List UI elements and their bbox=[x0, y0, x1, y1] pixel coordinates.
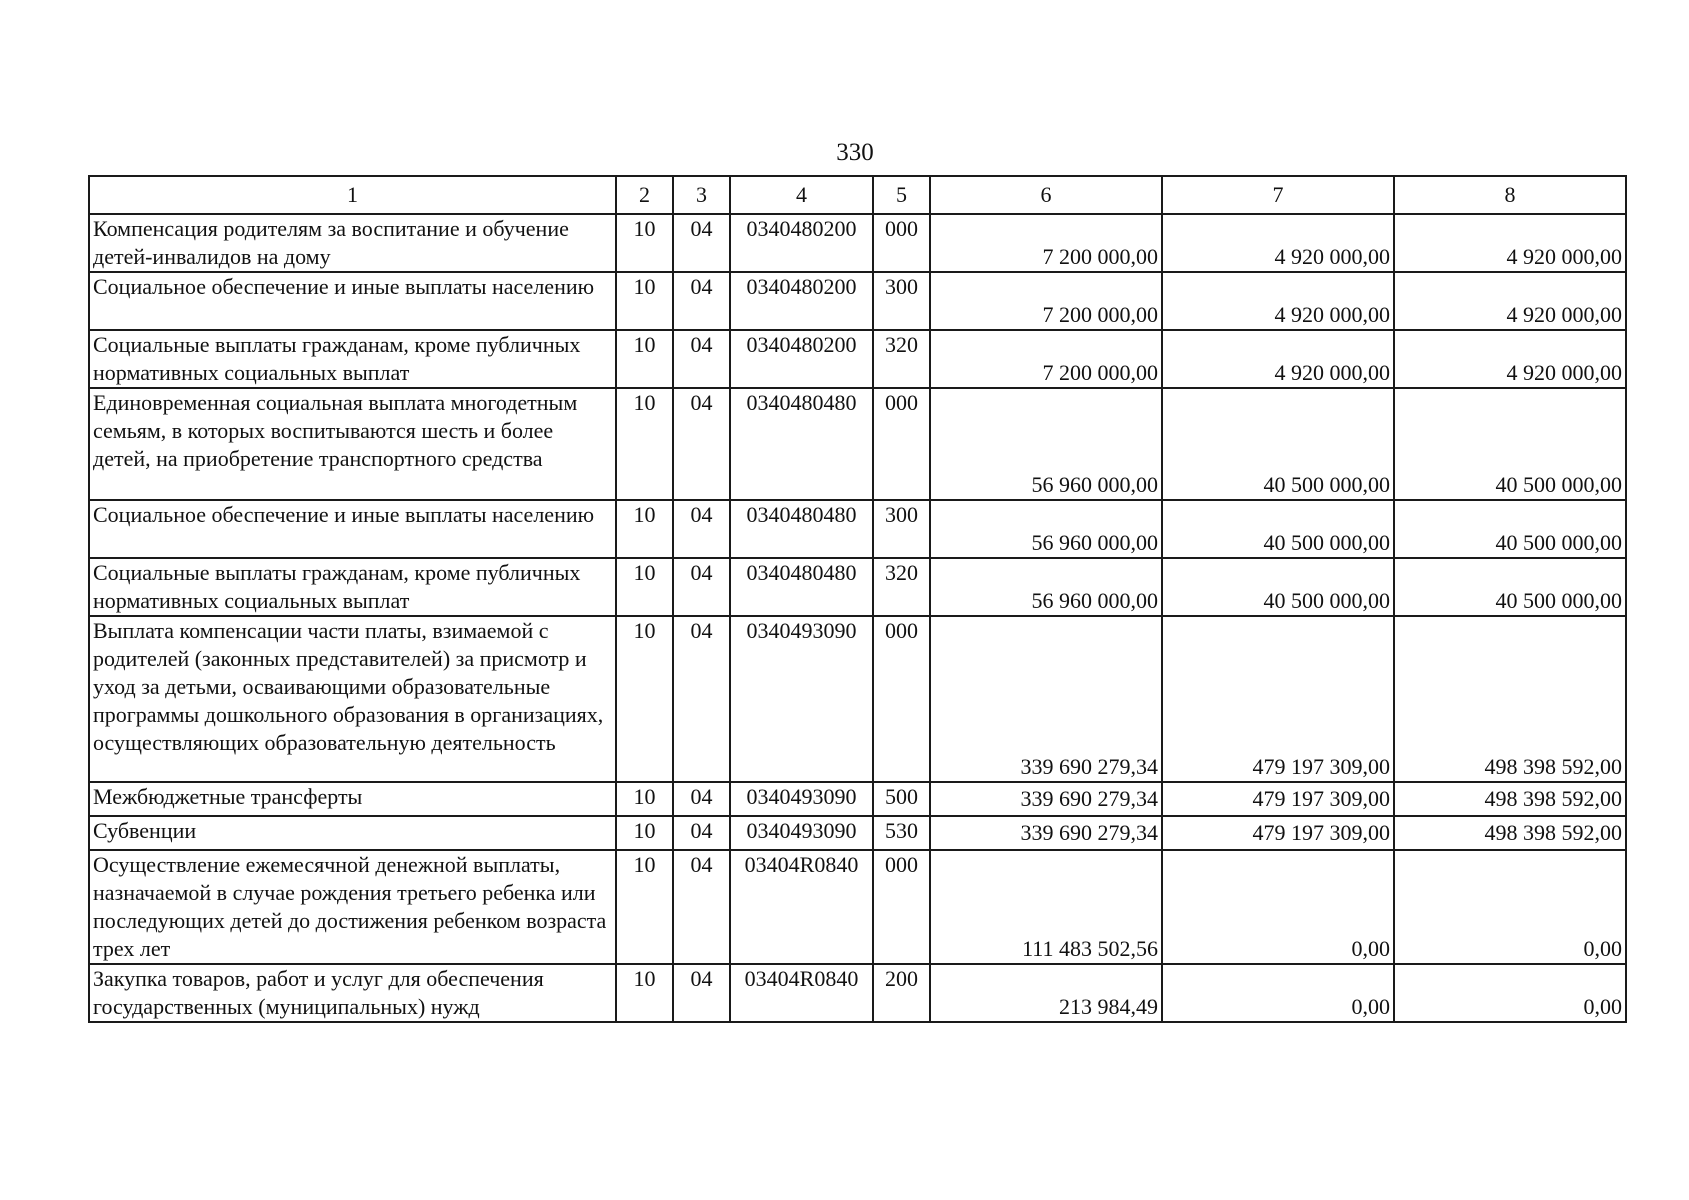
column-header: 7 bbox=[1162, 176, 1394, 214]
column-header: 8 bbox=[1394, 176, 1626, 214]
amount-col8-cell: 0,00 bbox=[1394, 964, 1626, 1022]
section-cell: 10 bbox=[616, 272, 673, 330]
target-code-cell: 0340493090 bbox=[730, 782, 873, 816]
amount-col6-cell: 7 200 000,00 bbox=[930, 330, 1162, 388]
table-row bbox=[89, 964, 1626, 1022]
expense-type-cell: 500 bbox=[873, 782, 930, 816]
amount-col8-cell: 498 398 592,00 bbox=[1394, 782, 1626, 816]
amount-col6-cell: 56 960 000,00 bbox=[930, 558, 1162, 616]
amount-col8-cell: 0,00 bbox=[1394, 850, 1626, 964]
amount-col6-cell: 111 483 502,56 bbox=[930, 850, 1162, 964]
amount-col7-cell: 0,00 bbox=[1162, 850, 1394, 964]
amount-col7-cell: 4 920 000,00 bbox=[1162, 330, 1394, 388]
table-row bbox=[89, 388, 1626, 500]
amount-col7-cell: 479 197 309,00 bbox=[1162, 616, 1394, 782]
amount-col8-cell: 40 500 000,00 bbox=[1394, 388, 1626, 500]
column-header: 3 bbox=[673, 176, 730, 214]
expense-type-cell: 000 bbox=[873, 616, 930, 782]
section-cell: 10 bbox=[616, 964, 673, 1022]
target-code-cell: 0340493090 bbox=[730, 616, 873, 782]
subsection-cell: 04 bbox=[673, 214, 730, 272]
section-cell: 10 bbox=[616, 214, 673, 272]
budget-table bbox=[88, 175, 1627, 1023]
table-row bbox=[89, 500, 1626, 558]
subsection-cell: 04 bbox=[673, 330, 730, 388]
target-code-cell: 0340480480 bbox=[730, 558, 873, 616]
row-name-cell: Выплата компенсации части платы, взимаемой с родителей (законных представителей) за присмотр и уход за детьми, осваивающими образовательные программы дошкольного образования в организациях, осуществляющих образовательную деятельность bbox=[89, 616, 616, 782]
row-name-cell: Закупка товаров, работ и услуг для обеспечения государственных (муниципальных) нужд bbox=[89, 964, 616, 1022]
amount-col6-cell: 56 960 000,00 bbox=[930, 388, 1162, 500]
page-number: 330 bbox=[836, 139, 874, 166]
target-code-cell: 0340493090 bbox=[730, 816, 873, 850]
target-code-cell: 0340480200 bbox=[730, 330, 873, 388]
amount-col7-cell: 4 920 000,00 bbox=[1162, 272, 1394, 330]
row-name-cell: Субвенции bbox=[89, 816, 616, 850]
amount-col6-cell: 339 690 279,34 bbox=[930, 816, 1162, 850]
column-header: 4 bbox=[730, 176, 873, 214]
table-row bbox=[89, 214, 1626, 272]
amount-col7-cell: 0,00 bbox=[1162, 964, 1394, 1022]
amount-col6-cell: 7 200 000,00 bbox=[930, 214, 1162, 272]
table-row bbox=[89, 782, 1626, 816]
row-name-cell: Социальные выплаты гражданам, кроме публичных нормативных социальных выплат bbox=[89, 330, 616, 388]
amount-col7-cell: 40 500 000,00 bbox=[1162, 388, 1394, 500]
target-code-cell: 0340480200 bbox=[730, 272, 873, 330]
amount-col8-cell: 40 500 000,00 bbox=[1394, 558, 1626, 616]
section-cell: 10 bbox=[616, 558, 673, 616]
amount-col6-cell: 7 200 000,00 bbox=[930, 272, 1162, 330]
amount-col8-cell: 498 398 592,00 bbox=[1394, 816, 1626, 850]
column-header: 1 bbox=[89, 176, 616, 214]
amount-col6-cell: 56 960 000,00 bbox=[930, 500, 1162, 558]
expense-type-cell: 000 bbox=[873, 214, 930, 272]
table-row bbox=[89, 558, 1626, 616]
expense-type-cell: 300 bbox=[873, 500, 930, 558]
amount-col7-cell: 40 500 000,00 bbox=[1162, 500, 1394, 558]
row-name-cell: Компенсация родителям за воспитание и обучение детей-инвалидов на дому bbox=[89, 214, 616, 272]
subsection-cell: 04 bbox=[673, 782, 730, 816]
expense-type-cell: 530 bbox=[873, 816, 930, 850]
amount-col7-cell: 4 920 000,00 bbox=[1162, 214, 1394, 272]
expense-type-cell: 320 bbox=[873, 558, 930, 616]
section-cell: 10 bbox=[616, 500, 673, 558]
amount-col8-cell: 498 398 592,00 bbox=[1394, 616, 1626, 782]
target-code-cell: 0340480200 bbox=[730, 214, 873, 272]
amount-col8-cell: 40 500 000,00 bbox=[1394, 500, 1626, 558]
row-name-cell: Осуществление ежемесячной денежной выплаты, назначаемой в случае рождения третьего ребенка или последующих детей до достижения ребенком возраста трех лет bbox=[89, 850, 616, 964]
amount-col7-cell: 479 197 309,00 bbox=[1162, 816, 1394, 850]
section-cell: 10 bbox=[616, 850, 673, 964]
amount-col8-cell: 4 920 000,00 bbox=[1394, 272, 1626, 330]
subsection-cell: 04 bbox=[673, 850, 730, 964]
section-cell: 10 bbox=[616, 782, 673, 816]
expense-type-cell: 000 bbox=[873, 388, 930, 500]
table-row bbox=[89, 816, 1626, 850]
row-name-cell: Межбюджетные трансферты bbox=[89, 782, 616, 816]
table-row bbox=[89, 330, 1626, 388]
row-name-cell: Социальное обеспечение и иные выплаты населению bbox=[89, 272, 616, 330]
section-cell: 10 bbox=[616, 816, 673, 850]
amount-col7-cell: 479 197 309,00 bbox=[1162, 782, 1394, 816]
expense-type-cell: 200 bbox=[873, 964, 930, 1022]
amount-col8-cell: 4 920 000,00 bbox=[1394, 330, 1626, 388]
header-row bbox=[89, 176, 1626, 214]
row-name-cell: Социальное обеспечение и иные выплаты населению bbox=[89, 500, 616, 558]
expense-type-cell: 000 bbox=[873, 850, 930, 964]
row-name-cell: Социальные выплаты гражданам, кроме публичных нормативных социальных выплат bbox=[89, 558, 616, 616]
target-code-cell: 0340480480 bbox=[730, 500, 873, 558]
subsection-cell: 04 bbox=[673, 388, 730, 500]
column-header: 2 bbox=[616, 176, 673, 214]
table-row bbox=[89, 272, 1626, 330]
expense-type-cell: 320 bbox=[873, 330, 930, 388]
amount-col7-cell: 40 500 000,00 bbox=[1162, 558, 1394, 616]
section-cell: 10 bbox=[616, 388, 673, 500]
expense-type-cell: 300 bbox=[873, 272, 930, 330]
section-cell: 10 bbox=[616, 330, 673, 388]
section-cell: 10 bbox=[616, 616, 673, 782]
amount-col6-cell: 213 984,49 bbox=[930, 964, 1162, 1022]
target-code-cell: 03404R0840 bbox=[730, 964, 873, 1022]
target-code-cell: 03404R0840 bbox=[730, 850, 873, 964]
column-header: 6 bbox=[930, 176, 1162, 214]
subsection-cell: 04 bbox=[673, 272, 730, 330]
subsection-cell: 04 bbox=[673, 616, 730, 782]
amount-col8-cell: 4 920 000,00 bbox=[1394, 214, 1626, 272]
row-name-cell: Единовременная социальная выплата многодетным семьям, в которых воспитываются шесть и более детей, на приобретение транспортного средства bbox=[89, 388, 616, 500]
table-row bbox=[89, 850, 1626, 964]
subsection-cell: 04 bbox=[673, 500, 730, 558]
subsection-cell: 04 bbox=[673, 558, 730, 616]
amount-col6-cell: 339 690 279,34 bbox=[930, 616, 1162, 782]
column-header: 5 bbox=[873, 176, 930, 214]
target-code-cell: 0340480480 bbox=[730, 388, 873, 500]
amount-col6-cell: 339 690 279,34 bbox=[930, 782, 1162, 816]
table-row bbox=[89, 616, 1626, 782]
subsection-cell: 04 bbox=[673, 816, 730, 850]
subsection-cell: 04 bbox=[673, 964, 730, 1022]
